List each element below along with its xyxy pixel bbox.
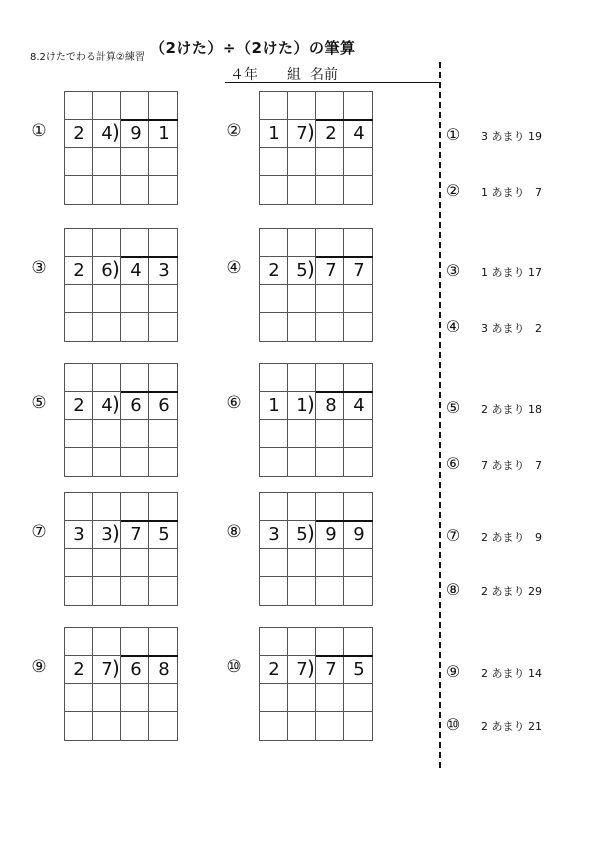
problem-number: ④ bbox=[226, 258, 242, 278]
division-bracket: ) bbox=[307, 521, 315, 545]
division-grid bbox=[259, 228, 373, 342]
answer-number: ⑧ bbox=[445, 580, 461, 599]
division-bar bbox=[316, 655, 373, 657]
divisor-digit: 2 bbox=[73, 395, 85, 416]
name-label: 名前 bbox=[310, 67, 338, 83]
problem-number: ⑥ bbox=[226, 393, 242, 413]
divisor-digit: 3 bbox=[73, 524, 85, 545]
answer-text: 7 あまり 7 bbox=[481, 459, 542, 472]
division-grid bbox=[64, 363, 178, 477]
division-grid bbox=[64, 627, 178, 741]
cut-line bbox=[439, 62, 441, 768]
dividend-digit: 7 bbox=[325, 659, 337, 680]
division-bar bbox=[121, 391, 178, 393]
problem-number: ⑦ bbox=[31, 522, 47, 542]
divisor-digit: 7 bbox=[101, 659, 113, 680]
division-bracket: ) bbox=[112, 392, 120, 416]
worksheet-title: （2けた）÷（2けた）の筆算 bbox=[150, 39, 356, 57]
dividend-digit: 4 bbox=[130, 260, 142, 281]
dividend-digit: 7 bbox=[353, 260, 365, 281]
divisor-digit: 5 bbox=[296, 524, 308, 545]
divisor-digit: 6 bbox=[101, 260, 113, 281]
dividend-digit: 6 bbox=[130, 659, 142, 680]
division-bar bbox=[121, 520, 178, 522]
division-bar bbox=[121, 256, 178, 258]
divisor-digit: 2 bbox=[73, 659, 85, 680]
answer-number: ② bbox=[445, 181, 461, 200]
division-grid bbox=[259, 492, 373, 606]
problem-number: ⑧ bbox=[226, 522, 242, 542]
divisor-digit: 1 bbox=[296, 395, 308, 416]
divisor-digit: 7 bbox=[296, 659, 308, 680]
answer-number: ⑨ bbox=[445, 662, 461, 681]
divisor-digit: 3 bbox=[101, 524, 113, 545]
answer-number: ④ bbox=[445, 317, 461, 336]
answer-text: 2 あまり 14 bbox=[481, 667, 542, 680]
dividend-digit: 6 bbox=[158, 395, 170, 416]
division-grid bbox=[64, 228, 178, 342]
dividend-digit: 4 bbox=[353, 123, 365, 144]
division-bracket: ) bbox=[307, 392, 315, 416]
dividend-digit: 9 bbox=[130, 123, 142, 144]
dividend-digit: 6 bbox=[130, 395, 142, 416]
division-bracket: ) bbox=[307, 257, 315, 281]
divisor-digit: 2 bbox=[268, 260, 280, 281]
problem-number: ⑨ bbox=[31, 657, 47, 677]
divisor-digit: 2 bbox=[73, 123, 85, 144]
divisor-digit: 2 bbox=[73, 260, 85, 281]
answer-number: ⑤ bbox=[445, 398, 461, 417]
division-bar bbox=[316, 119, 373, 121]
divisor-digit: 3 bbox=[268, 524, 280, 545]
divisor-digit: 4 bbox=[101, 395, 113, 416]
problem-number: ① bbox=[31, 121, 47, 141]
divisor-digit: 1 bbox=[268, 123, 280, 144]
answer-text: 2 あまり 9 bbox=[481, 531, 542, 544]
dividend-digit: 5 bbox=[353, 659, 365, 680]
division-grid bbox=[259, 627, 373, 741]
divisor-digit: 2 bbox=[268, 659, 280, 680]
division-grid bbox=[64, 91, 178, 205]
answer-text: 1 あまり 7 bbox=[481, 186, 542, 199]
answer-number: ① bbox=[445, 125, 461, 144]
division-bracket: ) bbox=[307, 120, 315, 144]
dividend-digit: 3 bbox=[158, 260, 170, 281]
division-bar bbox=[316, 391, 373, 393]
dividend-digit: 7 bbox=[325, 260, 337, 281]
answer-text: 2 あまり 18 bbox=[481, 403, 542, 416]
answer-text: 3 あまり 19 bbox=[481, 130, 542, 143]
dividend-digit: 7 bbox=[130, 524, 142, 545]
dividend-digit: 8 bbox=[158, 659, 170, 680]
answer-text: 2 あまり 29 bbox=[481, 585, 542, 598]
problem-number: ② bbox=[226, 121, 242, 141]
grade-label: ４年 bbox=[230, 67, 258, 83]
answer-number: ③ bbox=[445, 261, 461, 280]
problem-number: ⑩ bbox=[226, 657, 242, 677]
division-bracket: ) bbox=[112, 656, 120, 680]
dividend-digit: 4 bbox=[353, 395, 365, 416]
dividend-digit: 8 bbox=[325, 395, 337, 416]
division-bar bbox=[316, 520, 373, 522]
divisor-digit: 4 bbox=[101, 123, 113, 144]
division-grid bbox=[259, 363, 373, 477]
divisor-digit: 1 bbox=[268, 395, 280, 416]
class-label: 組 bbox=[287, 67, 301, 83]
answer-number: ⑦ bbox=[445, 526, 461, 545]
problem-number: ⑤ bbox=[31, 393, 47, 413]
division-bracket: ) bbox=[112, 120, 120, 144]
division-bracket: ) bbox=[112, 257, 120, 281]
division-grid bbox=[64, 492, 178, 606]
answer-text: 3 あまり 2 bbox=[481, 322, 542, 335]
dividend-digit: 2 bbox=[325, 123, 337, 144]
division-bracket: ) bbox=[112, 521, 120, 545]
division-grid bbox=[259, 91, 373, 205]
division-bracket: ) bbox=[307, 656, 315, 680]
problem-number: ③ bbox=[31, 258, 47, 278]
divisor-digit: 7 bbox=[296, 123, 308, 144]
answer-text: 1 あまり 17 bbox=[481, 266, 542, 279]
divisor-digit: 5 bbox=[296, 260, 308, 281]
division-bar bbox=[121, 119, 178, 121]
dividend-digit: 9 bbox=[325, 524, 337, 545]
division-bar bbox=[121, 655, 178, 657]
answer-text: 2 あまり 21 bbox=[481, 720, 542, 733]
dividend-digit: 9 bbox=[353, 524, 365, 545]
dividend-digit: 5 bbox=[158, 524, 170, 545]
name-line bbox=[225, 62, 440, 83]
dividend-digit: 1 bbox=[158, 123, 170, 144]
worksheet-subtitle: 8.2けたでわる計算②練習 bbox=[30, 52, 145, 63]
answer-number: ⑩ bbox=[445, 715, 461, 734]
division-bar bbox=[316, 256, 373, 258]
answer-number: ⑥ bbox=[445, 454, 461, 473]
